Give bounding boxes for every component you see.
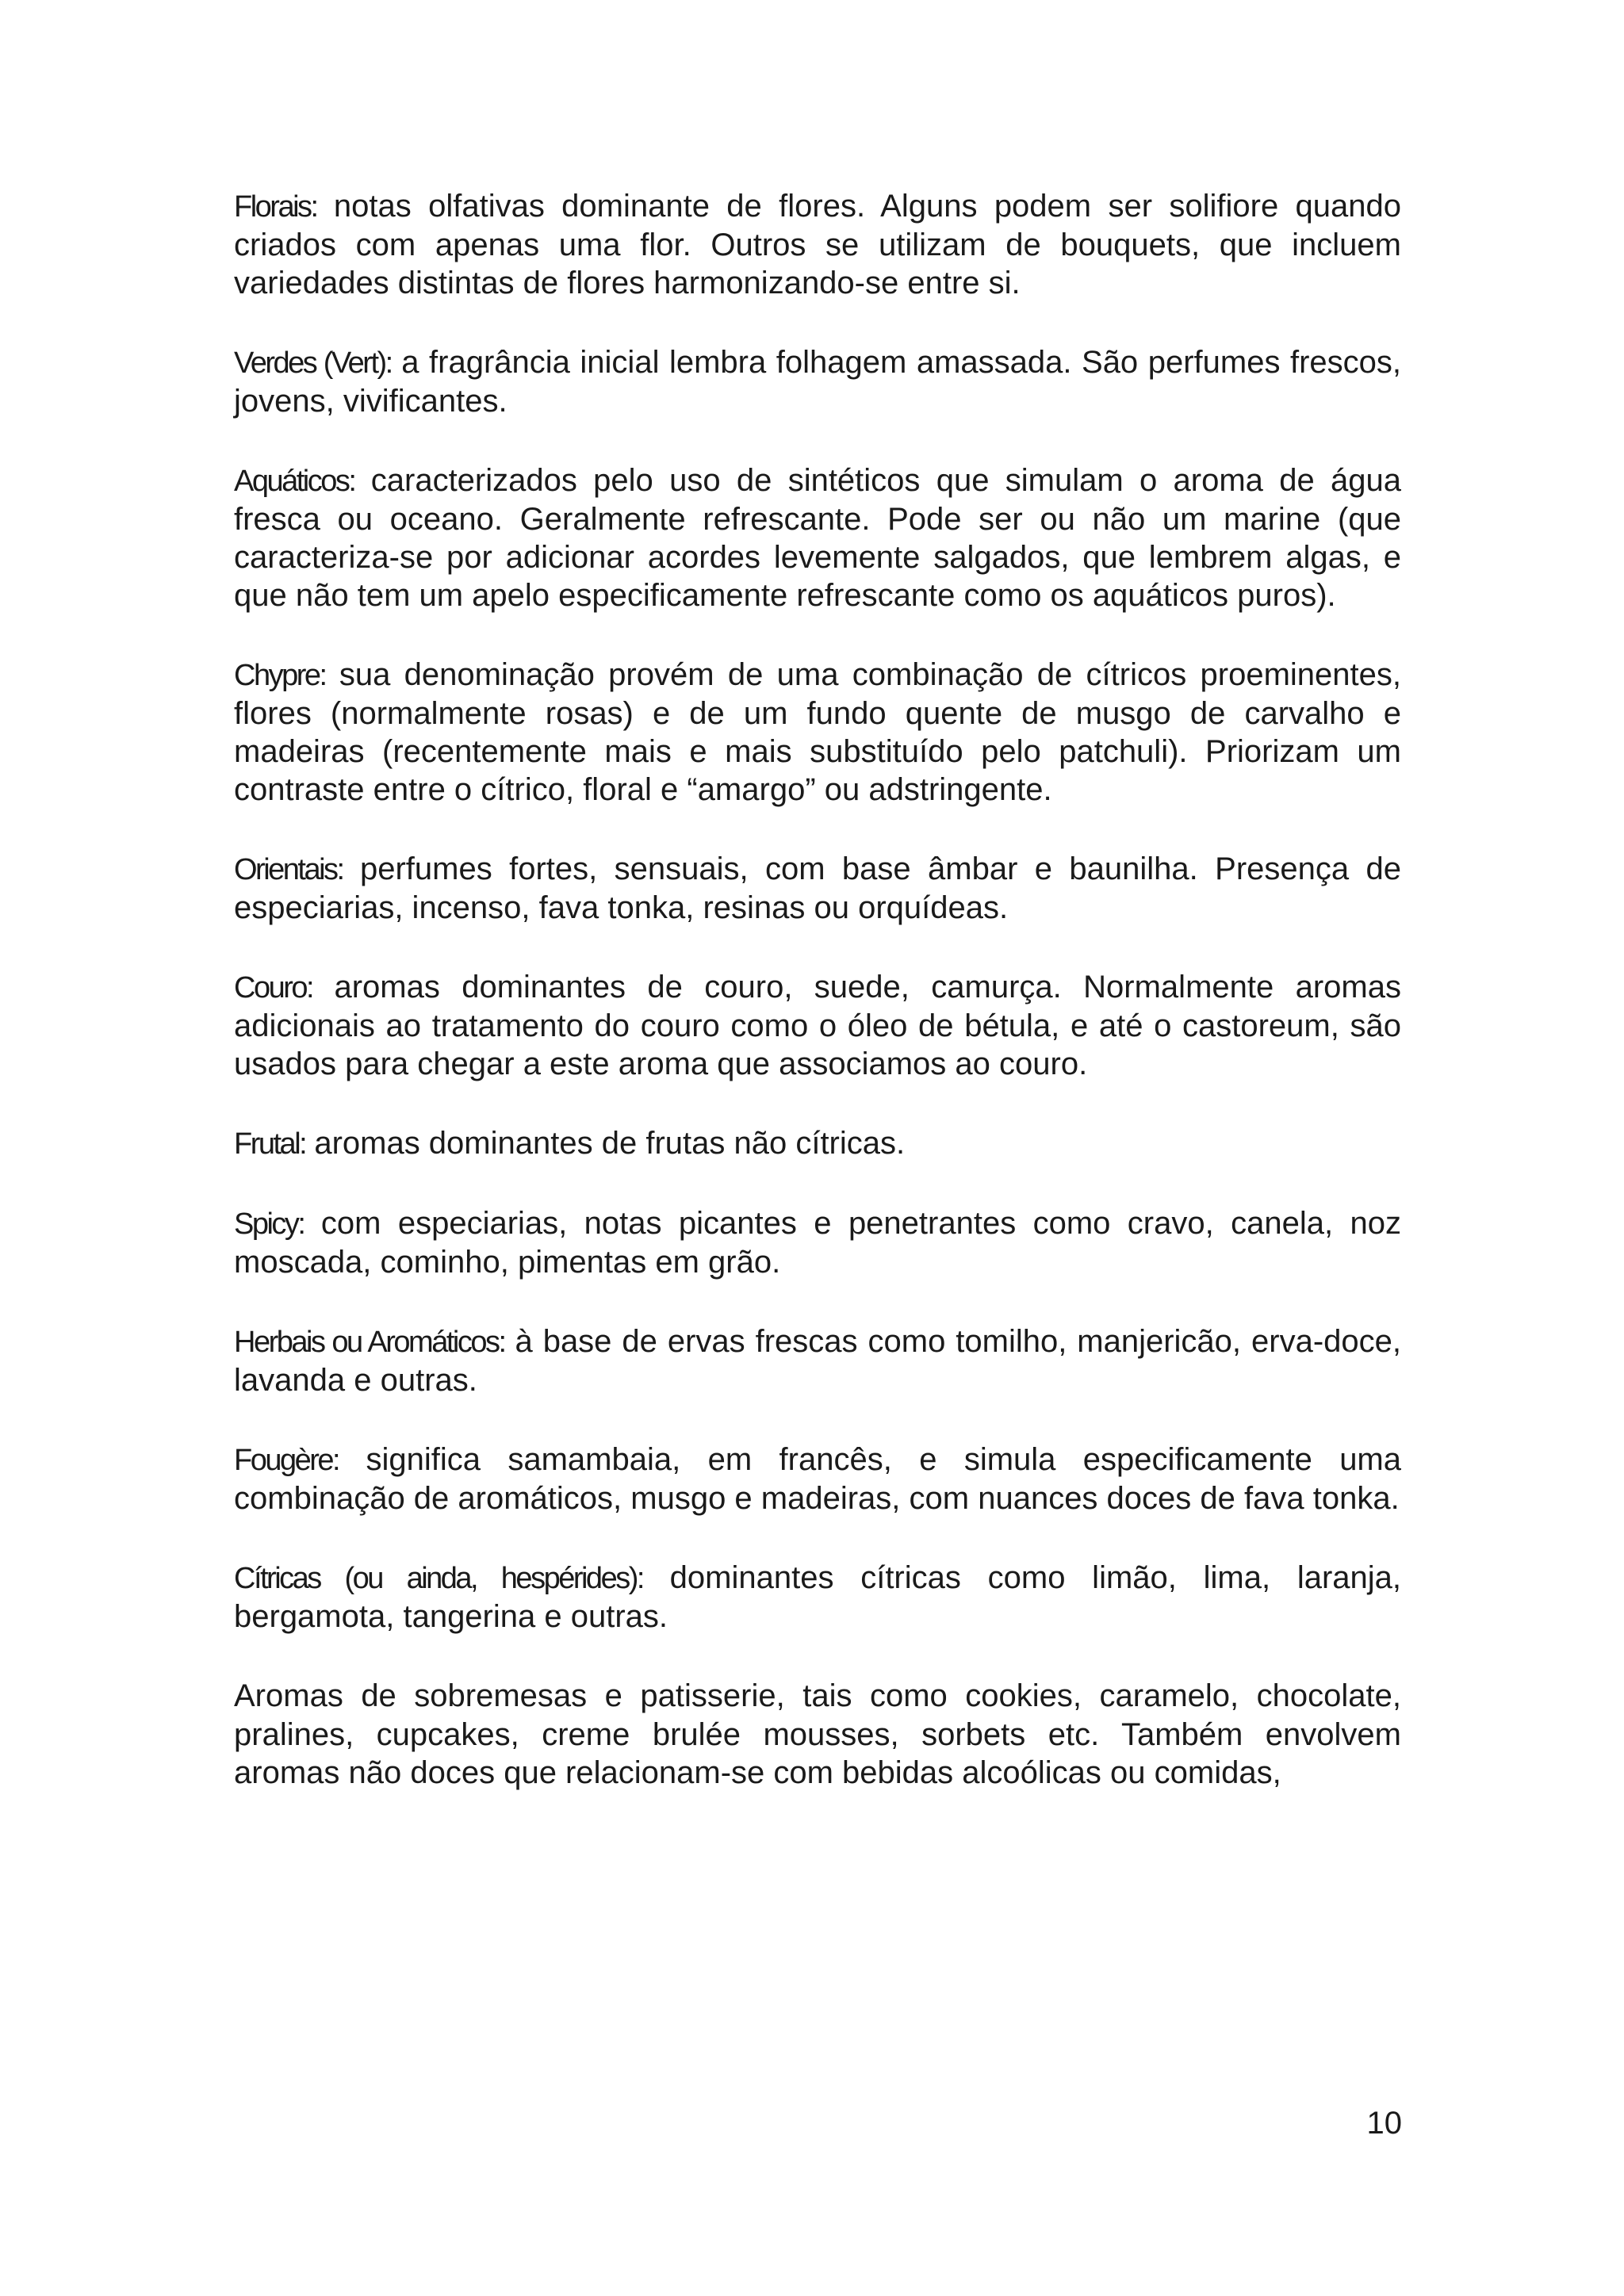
paragraph-spicy (234, 1204, 1401, 1281)
term-label: Cítricas (ou ainda, hespérides): (234, 1562, 643, 1595)
page-number: 10 (1366, 2106, 1402, 2141)
paragraph-citricas (234, 1559, 1401, 1636)
paragraph-text: dominantes cítricas como limão, lima, laranja, bergamota, tangerina e outras. (234, 1560, 1402, 1634)
paragraph-fougere (234, 1441, 1401, 1517)
document-body (234, 187, 1401, 1792)
term-label: Herbais ou Aromáticos: (234, 1326, 505, 1359)
term-label: Verdes (Vert): (234, 346, 392, 380)
paragraph-sobremesas (234, 1677, 1401, 1792)
term-label: Orientais: (234, 853, 343, 886)
paragraph-orientais (234, 850, 1401, 927)
paragraph-text: perfumes fortes, sensuais, com base âmbar e baunilha. Presença de especiarias, incenso, fava tonka, resinas ou orquídeas. (234, 851, 1401, 925)
paragraph-text: significa samambaia, em francês, e simula especificamente uma combinação de aromáticos, musgo e madeiras, com nuances doces de fava tonka. (234, 1442, 1401, 1516)
term-label: Spicy: (234, 1207, 304, 1241)
paragraph-text: aromas dominantes de couro, suede, camurça. Normalmente aromas adicionais ao tratamento do couro como o óleo de bétula, e até o castoreum, são usados para chegar a este aroma que associamos ao couro. (234, 970, 1401, 1081)
paragraph-couro (234, 968, 1401, 1083)
paragraph-text: à base de ervas frescas como tomilho, manjericão, erva-doce, lavanda e outras. (234, 1324, 1401, 1398)
paragraph-text: notas olfativas dominante de flores. Alguns podem ser solifiore quando criados com apenas uma flor. Outros se utilizam de bouquets, que incluem variedades distintas de flores harmonizando-se entre si. (234, 189, 1401, 300)
term-label: Fougère: (234, 1444, 339, 1477)
paragraph-text: com especiarias, notas picantes e penetrantes como cravo, canela, noz moscada, cominho, pimentas em grão. (234, 1206, 1401, 1280)
paragraph-aquaticos (234, 461, 1401, 614)
paragraph-herbais (234, 1322, 1401, 1399)
paragraph-text: Aromas de sobremesas e patisserie, tais como cookies, caramelo, chocolate, pralines, cupcakes, creme brulée mousses, sorbets etc. Também envolvem aromas não doces que relacionam-se com bebidas alcoólicas ou comidas, (234, 1678, 1401, 1790)
paragraph-text: caracterizados pelo uso de sintéticos que simulam o aroma de água fresca ou oceano. Geralmente refrescante. Pode ser ou não um marine (que caracteriza-se por adicionar acordes levemente salgados, que lembrem algas, e que não tem um apelo especificamente refrescante como os aquáticos puros). (234, 463, 1401, 613)
term-label: Chypre: (234, 659, 326, 692)
paragraph-florais (234, 187, 1401, 302)
term-label: Couro: (234, 971, 313, 1004)
paragraph-frutal (234, 1124, 1401, 1163)
paragraph-verdes (234, 343, 1401, 420)
paragraph-text: sua denominação provém de uma combinação de cítricos proeminentes, flores (normalmente rosas) e de um fundo quente de musgo de carvalho e madeiras (recentemente mais e mais substituído pelo patchuli). Priorizam um contraste entre o cítrico, floral e “amargo” ou adstringente. (234, 657, 1401, 807)
term-label: Aquáticos: (234, 465, 355, 498)
paragraph-chypre (234, 656, 1401, 809)
term-label: Frutal: (234, 1127, 306, 1161)
paragraph-text: a fragrância inicial lembra folhagem amassada. São perfumes frescos, jovens, vivificantes. (234, 345, 1401, 419)
term-label: Florais: (234, 190, 317, 224)
paragraph-text: aromas dominantes de frutas não cítricas. (305, 1126, 906, 1161)
